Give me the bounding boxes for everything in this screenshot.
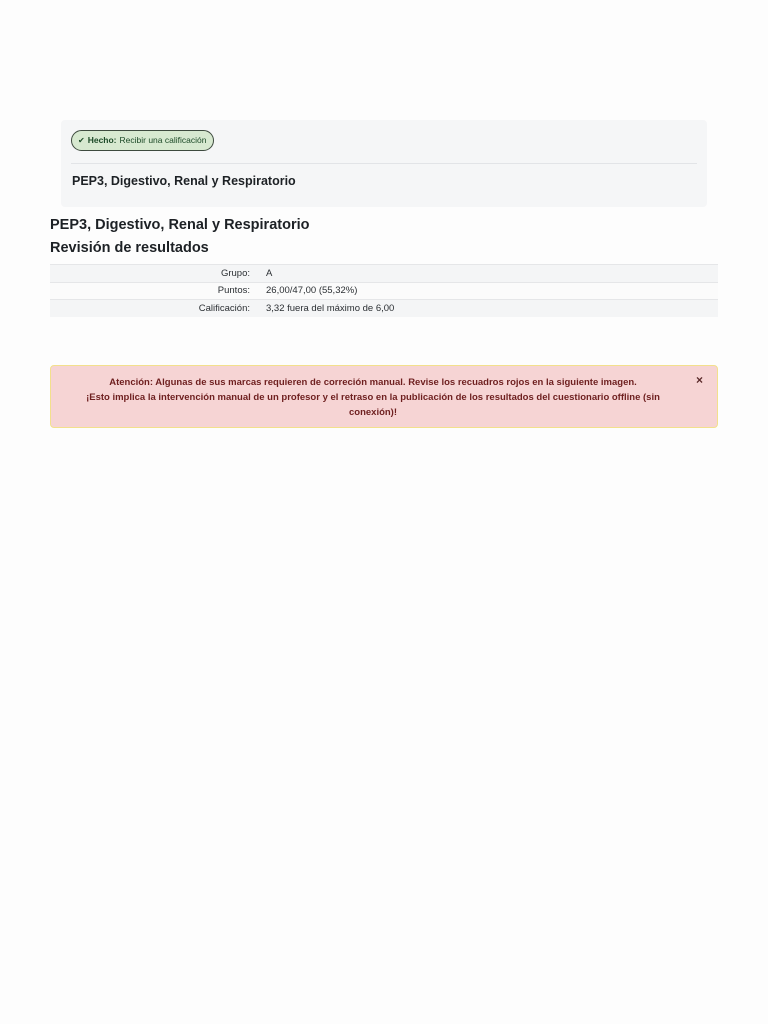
result-label-group: Grupo: [220,267,250,279]
table-row [50,282,718,300]
results-table [50,264,718,317]
table-row [50,265,718,283]
alert-message-line1: Atención: Algunas de sus marcas requieren de correción manual. Revise los recuadros rojos en la siguiente imagen. [109,377,637,388]
page-title: PEP3, Digestivo, Renal y Respiratorio [50,217,310,233]
completion-condition-label: Recibir una calificación [119,135,207,145]
section-title: Revisión de resultados [50,240,209,256]
result-value-group: A [266,267,273,279]
alert-message-line2: ¡Esto implica la intervención manual de un profesor y el retraso en la publicación de los resultados del cuestionario offline (sin conexión)! [86,392,660,418]
table-row [50,300,718,318]
result-label-grade: Calificación: [198,303,250,314]
close-icon[interactable]: × [695,373,703,387]
activity-name: PEP3, Digestivo, Renal y Respiratorio [72,174,296,188]
result-label-points: Puntos: [217,285,250,297]
activity-header [61,120,707,207]
completion-status-label: Hecho: [87,135,117,145]
result-value-points: 26,00/47,00 (55,32%) [266,285,358,297]
result-value-grade: 3,32 fuera del máximo de 6,00 [266,303,395,314]
check-icon: ✔ [78,136,85,145]
completion-status-badge [71,130,214,151]
manual-correction-alert [50,365,718,428]
header-divider [71,163,697,164]
